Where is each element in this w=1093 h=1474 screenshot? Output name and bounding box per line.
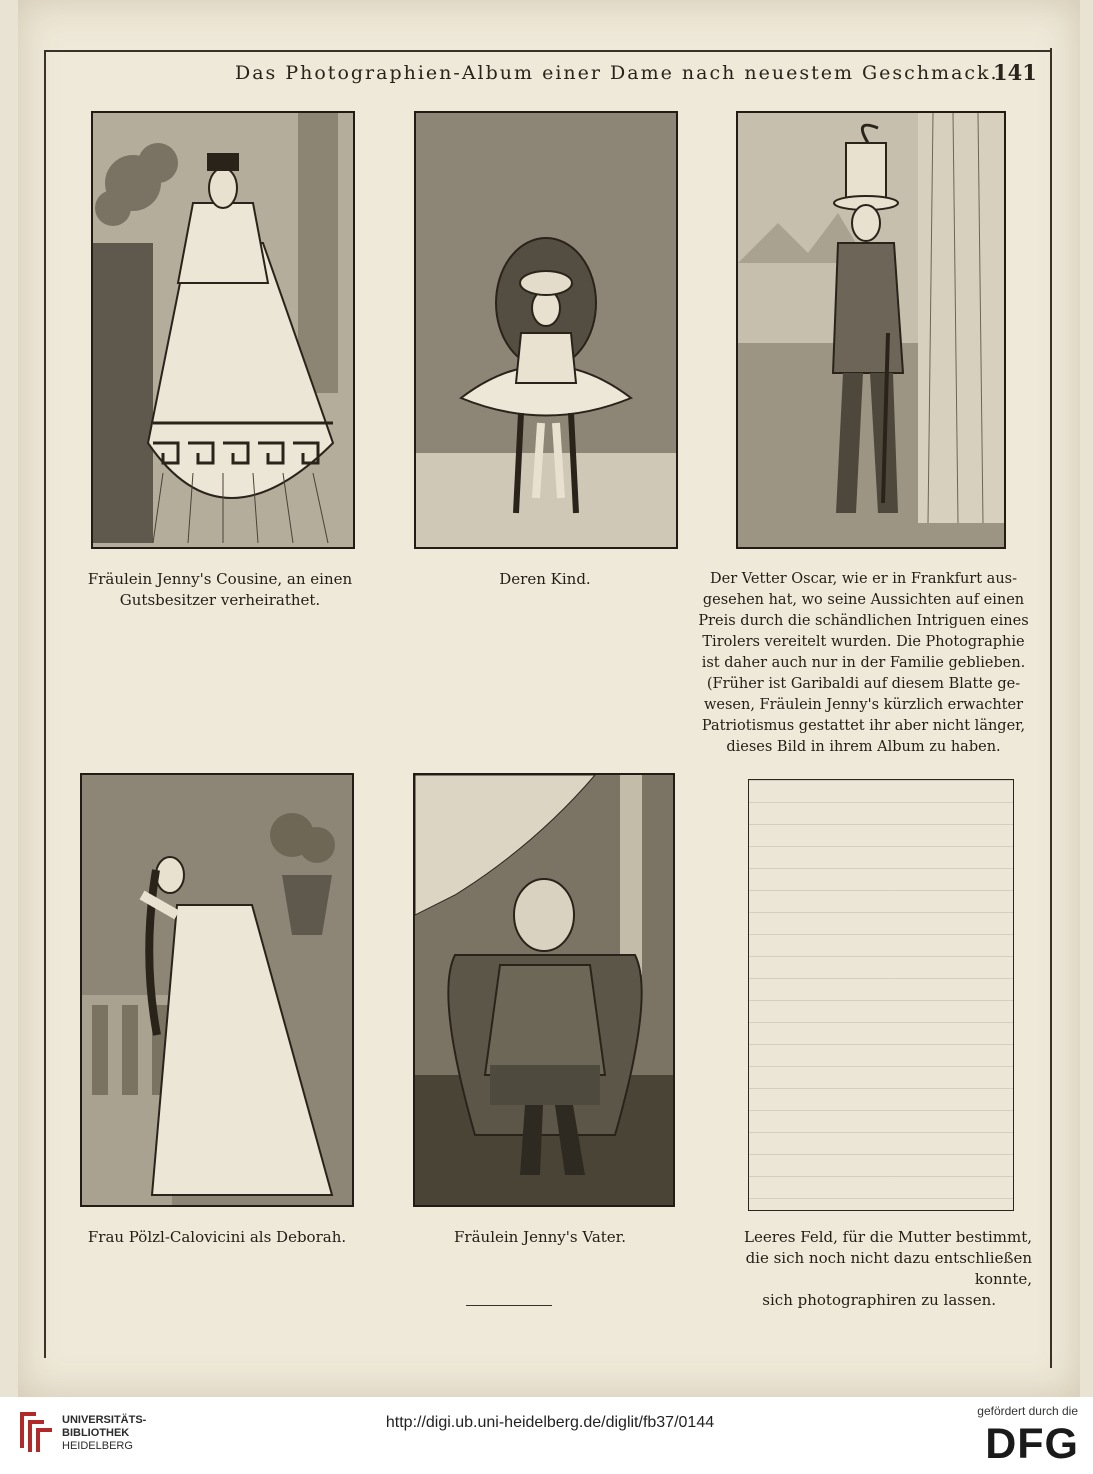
page-border-right <box>1050 48 1052 1368</box>
figure-seated-old-man <box>413 773 675 1207</box>
library-logo-icon <box>16 1406 56 1454</box>
caption-leeres-feld: Leeres Feld, für die Mutter bestimmt, die sich noch nicht dazu entschließen konnte, sich photographiren zu lassen. <box>744 1228 1032 1309</box>
caption-vater: Fräulein Jenny's Vater. <box>454 1228 626 1246</box>
dfg-logo-icon: DFG <box>985 1420 1079 1468</box>
figure-woman-crinoline <box>91 111 355 549</box>
funding-note: gefördert durch die <box>977 1404 1078 1418</box>
library-name: UNIVERSITÄTS- BIBLIOTHEK HEIDELBERG <box>62 1414 147 1452</box>
figure-child-chair <box>414 111 678 549</box>
caption-deren-kind: Deren Kind. <box>499 570 591 588</box>
bleed-through-text <box>749 780 1013 1210</box>
caption-cousine: Fräulein Jenny's Cousine, an einen Gutsbesitzer verheirathet. <box>87 570 353 609</box>
running-title: Das Photographien-Album einer Dame nach neuestem Geschmack. <box>235 62 999 84</box>
header-rule <box>44 50 1052 52</box>
empty-frame <box>748 779 1014 1211</box>
figure-actress-deborah <box>80 773 354 1207</box>
page-border-left <box>44 50 46 1358</box>
child-on-chair-illustration <box>416 113 676 547</box>
figure-man-hat <box>736 111 1006 549</box>
woman-in-crinoline-illustration <box>93 113 353 547</box>
permalink-url[interactable]: http://digi.ub.uni-heidelberg.de/diglit/fb37/0144 <box>385 1414 715 1431</box>
man-with-hat-and-umbrella-illustration <box>738 113 1004 547</box>
seated-old-man-illustration <box>415 775 673 1205</box>
caption-deborah: Frau Pölzl-Calovicini als Deborah. <box>87 1228 347 1246</box>
viewer-footer <box>0 1397 1093 1474</box>
bottom-ornament-rule <box>466 1305 552 1306</box>
page-number: 141 <box>993 60 1037 85</box>
actress-deborah-illustration <box>82 775 352 1205</box>
caption-vetter-oscar: Der Vetter Oscar, wie er in Frankfurt aus- gesehen hat, wo seine Aussichten auf einen Preis durch die schändlichen Intriguen eines Tirolers vereitelt wurden. Die Photographie ist daher auch nur in der Familie geblieben. (Früher ist Garibaldi auf diesem Blatte ge- wesen, Fräulein Jenny's kürzlich erwachter Patriotismus gestattet ihr aber nicht länger, dieses Bild in ihrem Album zu haben. <box>698 571 1029 755</box>
